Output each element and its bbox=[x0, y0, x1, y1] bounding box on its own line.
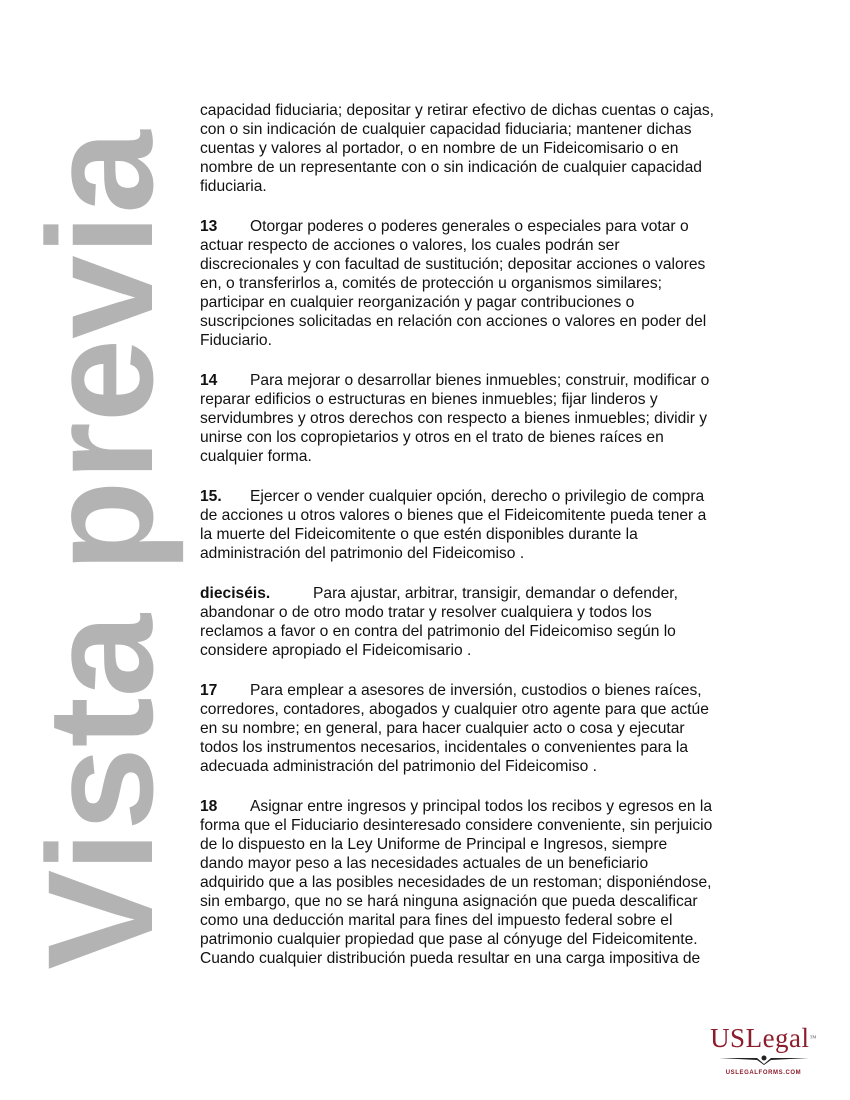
section-number: 13 bbox=[200, 218, 218, 235]
paragraph-line bbox=[200, 274, 760, 293]
paragraph-line bbox=[200, 930, 760, 949]
line-text: cuentas y valores al portador, o en nombre de un Fideicomisario o en bbox=[200, 140, 679, 157]
paragraph-line bbox=[200, 409, 760, 428]
paragraph bbox=[200, 371, 760, 466]
paragraph-line bbox=[200, 139, 760, 158]
line-text: cualquier forma. bbox=[200, 448, 312, 465]
section-number: 17 bbox=[200, 682, 218, 699]
line-text: participar en cualquier reorganización y pagar contribuciones o bbox=[200, 294, 635, 311]
paragraph-line bbox=[200, 816, 760, 835]
paragraph-line bbox=[200, 236, 760, 255]
paragraph-line bbox=[200, 641, 760, 660]
paragraph bbox=[200, 101, 760, 196]
line-text: de acciones u otros valores o bienes que el Fideicomitente pueda tener a bbox=[200, 507, 707, 524]
line-text: servidumbres y otros derechos con respecto a bienes inmuebles; dividir y bbox=[200, 410, 708, 427]
paragraph-line bbox=[200, 700, 760, 719]
line-text: Otorgar poderes o poderes generales o especiales para votar o bbox=[250, 218, 689, 235]
line-text: nombre de un representante con o sin indicación de cualquier capacidad bbox=[200, 159, 702, 176]
line-text: suscripciones solicitadas en relación con acciones o valores en poder del bbox=[200, 313, 707, 330]
section-number: 14 bbox=[200, 372, 218, 389]
logo-tm: ™ bbox=[809, 1034, 817, 1042]
line-text: reclamos a favor o en contra del patrimonio del Fideicomiso según lo bbox=[200, 623, 676, 640]
paragraph-line bbox=[200, 101, 760, 120]
section-number: dieciséis. bbox=[200, 585, 271, 602]
paragraph-line bbox=[200, 603, 760, 622]
paragraph-line bbox=[200, 293, 760, 312]
paragraph bbox=[200, 797, 760, 968]
line-text: Para ajustar, arbitrar, transigir, demandar o defender, bbox=[313, 585, 678, 602]
paragraph-line bbox=[200, 371, 760, 390]
line-text: unirse con los copropietarios y otros en el trato de bienes raíces en bbox=[200, 429, 664, 446]
paragraph-line bbox=[200, 487, 760, 506]
line-text: la muerte del Fideicomitente o que estén disponibles durante la bbox=[200, 526, 638, 543]
line-text: como una deducción marital para fines del impuesto federal sobre el bbox=[200, 912, 673, 929]
line-text: adecuada administración del patrimonio del Fideicomiso . bbox=[200, 758, 597, 775]
paragraph-line bbox=[200, 217, 760, 236]
paragraph-line bbox=[200, 911, 760, 930]
line-text: Ejercer o vender cualquier opción, derecho o privilegio de compra bbox=[250, 488, 705, 505]
paragraph-line bbox=[200, 949, 760, 968]
line-text: Para mejorar o desarrollar bienes inmuebles; construir, modificar o bbox=[250, 372, 710, 389]
paragraph-line bbox=[200, 447, 760, 466]
line-text: actuar respecto de acciones o valores, los cuales podrán ser bbox=[200, 237, 620, 254]
paragraph-line bbox=[200, 738, 760, 757]
line-text: adquirido que a las posibles necesidades de un restoman; disponiéndose, bbox=[200, 874, 712, 891]
paragraph-line bbox=[200, 120, 760, 139]
line-text: de lo dispuesto en la Ley Uniforme de Principal e Ingresos, siempre bbox=[200, 836, 668, 853]
document-body bbox=[200, 101, 760, 989]
paragraph-line bbox=[200, 584, 760, 603]
line-text: Fiduciario. bbox=[200, 332, 272, 349]
paragraph-line bbox=[200, 158, 760, 177]
line-text: forma que el Fiduciario desinteresado considere conveniente, sin perjuicio bbox=[200, 817, 713, 834]
paragraph-line bbox=[200, 331, 760, 350]
paragraph-line bbox=[200, 255, 760, 274]
line-text: administración del patrimonio del Fideicomiso . bbox=[200, 545, 525, 562]
watermark: Vista previa bbox=[16, 130, 184, 970]
section-number: 15. bbox=[200, 488, 222, 505]
paragraph-line bbox=[200, 312, 760, 331]
paragraph-line bbox=[200, 854, 760, 873]
paragraph bbox=[200, 681, 760, 776]
paragraph-line bbox=[200, 873, 760, 892]
line-text: con o sin indicación de cualquier capacidad fiduciaria; mantener dichas bbox=[200, 121, 692, 138]
paragraph bbox=[200, 584, 760, 660]
line-text: Para emplear a asesores de inversión, custodios o bienes raíces, bbox=[250, 682, 702, 699]
line-text: todos los instrumentos necesarios, incidentales o convenientes para la bbox=[200, 739, 689, 756]
eagle-icon bbox=[719, 1055, 809, 1065]
line-text: sin embargo, que no se hará ninguna asignación que pueda descalificar bbox=[200, 893, 698, 910]
line-text: Cuando cualquier distribución pueda resultar en una carga impositiva de bbox=[200, 950, 701, 967]
line-text: discrecionales y con facultad de sustitución; depositar acciones o valores bbox=[200, 256, 706, 273]
line-text: patrimonio cualquier propiedad que pase al cónyuge del Fideicomitente. bbox=[200, 931, 698, 948]
paragraph-line bbox=[200, 428, 760, 447]
paragraph-line bbox=[200, 544, 760, 563]
paragraph-line bbox=[200, 681, 760, 700]
logo-brand: USLegal bbox=[710, 1023, 810, 1053]
paragraph-line bbox=[200, 757, 760, 776]
paragraph-line bbox=[200, 835, 760, 854]
line-text: fiduciaria. bbox=[200, 178, 267, 195]
line-text: dando mayor peso a las necesidades actuales de un beneficiario bbox=[200, 855, 649, 872]
paragraph-line bbox=[200, 797, 760, 816]
line-text: corredores, contadores, abogados y cualquier otro agente para que actúe bbox=[200, 701, 709, 718]
line-text: capacidad fiduciaria; depositar y retirar efectivo de dichas cuentas o cajas, bbox=[200, 102, 715, 119]
line-text: Asignar entre ingresos y principal todos los recibos y egresos en la bbox=[250, 798, 712, 815]
paragraph-line bbox=[200, 177, 760, 196]
paragraph-line bbox=[200, 525, 760, 544]
paragraph-line bbox=[200, 390, 760, 409]
uslegal-logo[interactable] bbox=[706, 1024, 821, 1076]
paragraph bbox=[200, 217, 760, 350]
line-text: en, o transferirlos a, comités de protección u organismos similares; bbox=[200, 275, 662, 292]
paragraph-line bbox=[200, 719, 760, 738]
logo-url: USLEGALFORMS.COM bbox=[725, 1070, 802, 1076]
paragraph bbox=[200, 487, 760, 563]
line-text: en su nombre; en general, para hacer cualquier acto o cosa y ejecutar bbox=[200, 720, 685, 737]
paragraph-line bbox=[200, 892, 760, 911]
paragraph-line bbox=[200, 622, 760, 641]
paragraph-line bbox=[200, 506, 760, 525]
section-number: 18 bbox=[200, 798, 218, 815]
line-text: considere apropiado el Fideicomisario . bbox=[200, 642, 472, 659]
line-text: abandonar o de otro modo tratar y resolver cualquiera y todos los bbox=[200, 604, 652, 621]
line-text: reparar edificios o estructuras en bienes inmuebles; fijar linderos y bbox=[200, 391, 658, 408]
